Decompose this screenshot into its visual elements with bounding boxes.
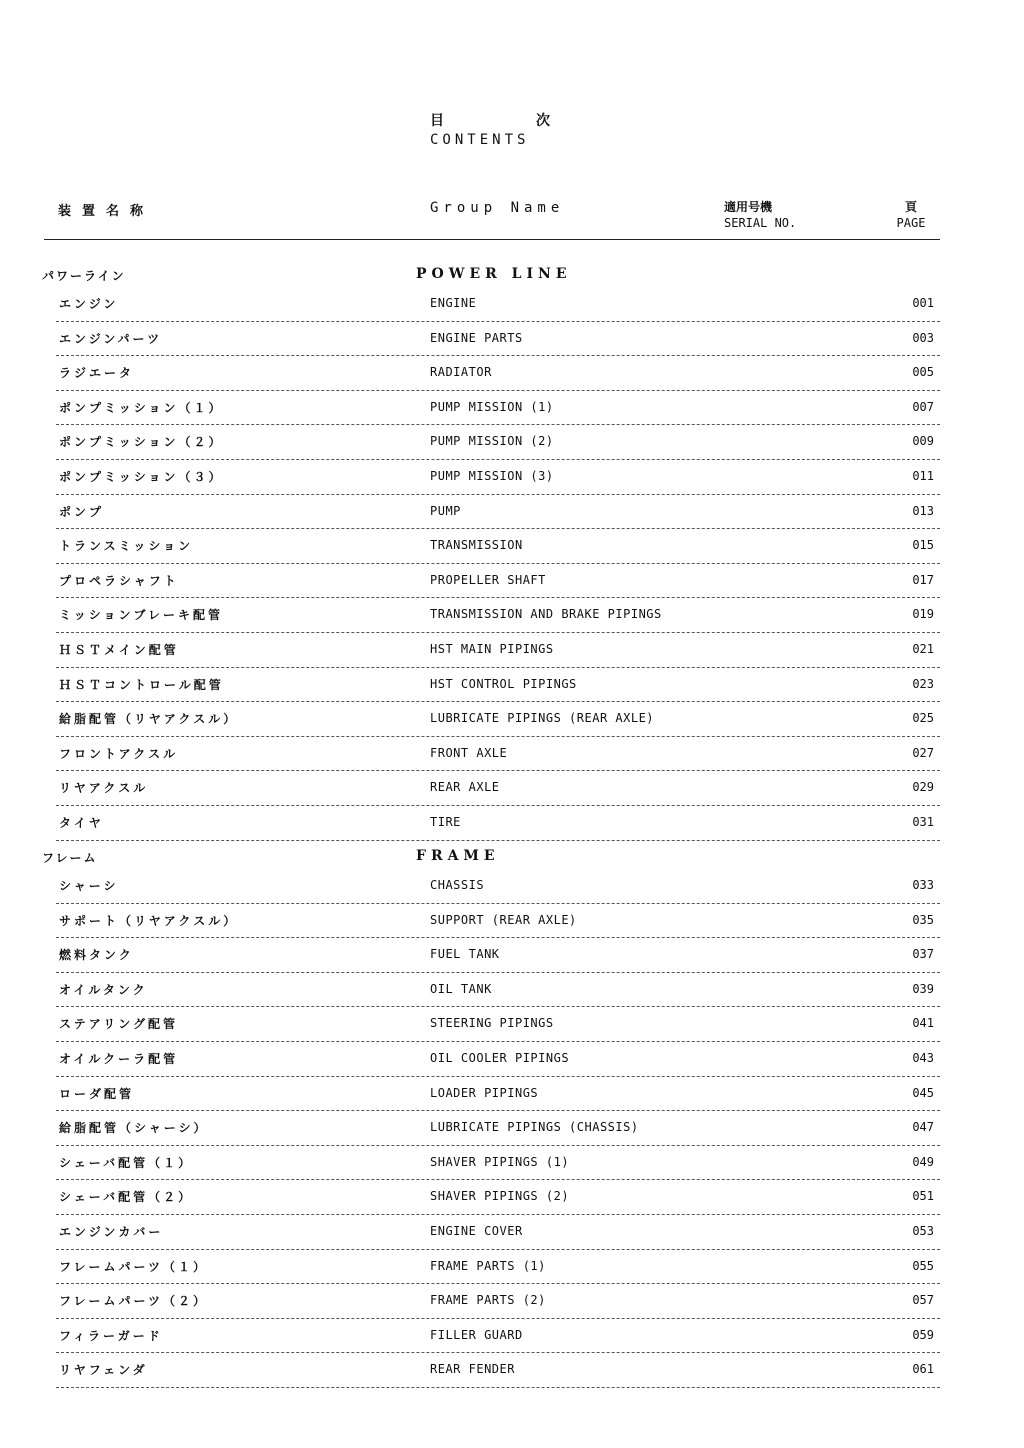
contents-row[interactable] <box>56 771 940 806</box>
item-page-number: 025 <box>912 711 934 726</box>
item-name-jp: トランスミッション <box>59 539 194 554</box>
item-group-name: OIL TANK <box>430 981 492 996</box>
header-page-en: PAGE <box>896 216 926 230</box>
header-group-name: Group Name <box>430 200 565 216</box>
item-page-number: 055 <box>912 1258 934 1273</box>
contents-row[interactable] <box>56 495 940 530</box>
header-serial <box>724 199 796 231</box>
item-name-jp: シェーバ配管（２） <box>59 1190 194 1205</box>
title-jp <box>430 110 550 130</box>
title-jp-right: 次 <box>536 113 550 129</box>
section-heading <box>0 843 1024 869</box>
contents-row[interactable] <box>56 633 940 668</box>
page-title: CONTENTS <box>430 132 530 148</box>
item-name-jp: オイルクーラ配管 <box>59 1051 179 1066</box>
item-group-name: TRANSMISSION <box>430 538 523 553</box>
contents-row[interactable] <box>56 356 940 391</box>
item-name-jp: ＨＳＴメイン配管 <box>59 642 179 657</box>
contents-row[interactable] <box>56 904 940 939</box>
item-name-jp: プロペラシャフト <box>59 573 179 588</box>
item-name-jp: タイヤ <box>59 815 104 830</box>
header-device-name: 装置名称 <box>58 204 155 219</box>
contents-row[interactable] <box>56 1215 940 1250</box>
item-page-number: 033 <box>912 878 934 892</box>
section-title-en: POWER LINE <box>416 266 572 282</box>
contents-row[interactable] <box>56 1319 940 1354</box>
item-page-number: 037 <box>912 947 934 962</box>
item-page-number: 003 <box>912 330 934 345</box>
section-title-en: FRAME <box>416 848 500 864</box>
item-name-jp: サポート（リヤアクスル） <box>59 913 239 928</box>
item-group-name: HST MAIN PIPINGS <box>430 641 554 656</box>
item-page-number: 021 <box>912 641 934 656</box>
item-group-name: FILLER GUARD <box>430 1327 523 1342</box>
item-group-name: PUMP MISSION (1) <box>430 399 554 414</box>
item-page-number: 059 <box>912 1327 934 1342</box>
item-name-jp: ステアリング配管 <box>59 1017 179 1032</box>
item-group-name: TRANSMISSION AND BRAKE PIPINGS <box>430 607 662 622</box>
contents-row[interactable] <box>56 1353 940 1388</box>
contents-row[interactable] <box>56 287 940 322</box>
item-group-name: ENGINE <box>430 296 477 310</box>
contents-row[interactable] <box>56 938 940 973</box>
item-name-jp: シェーバ配管（１） <box>59 1155 194 1170</box>
item-group-name: REAR AXLE <box>430 780 500 795</box>
item-name-jp: フレームパーツ（２） <box>59 1294 209 1309</box>
item-name-jp: ポンプミッション（１） <box>59 400 224 415</box>
item-group-name: FRAME PARTS (2) <box>430 1293 546 1308</box>
item-page-number: 051 <box>912 1189 934 1204</box>
item-group-name: LOADER PIPINGS <box>430 1085 539 1100</box>
contents-row[interactable] <box>56 737 940 772</box>
item-page-number: 057 <box>912 1293 934 1308</box>
item-group-name: LUBRICATE PIPINGS (REAR AXLE) <box>430 711 655 726</box>
item-page-number: 043 <box>912 1050 934 1065</box>
section-title-jp: パワーライン <box>42 269 126 283</box>
item-name-jp: 燃料タンク <box>59 948 134 963</box>
item-name-jp: ラジエータ <box>59 366 135 381</box>
item-group-name: LUBRICATE PIPINGS (CHASSIS) <box>430 1120 639 1135</box>
item-page-number: 047 <box>912 1120 934 1135</box>
item-page-number: 019 <box>912 607 934 622</box>
item-name-jp: ポンプ <box>59 504 105 519</box>
contents-row[interactable] <box>56 529 940 564</box>
item-name-jp: リヤアクスル <box>59 781 149 796</box>
item-name-jp: オイルタンク <box>59 982 148 997</box>
item-page-number: 035 <box>912 912 934 927</box>
item-name-jp: ポンプミッション（２） <box>59 435 224 450</box>
contents-row[interactable] <box>56 702 940 737</box>
item-page-number: 045 <box>912 1085 934 1100</box>
item-page-number: 005 <box>912 365 934 380</box>
contents-row[interactable] <box>56 460 940 495</box>
item-name-jp: 給脂配管（リヤアクスル） <box>59 712 239 727</box>
contents-row[interactable] <box>56 1111 940 1146</box>
item-page-number: 011 <box>912 468 934 483</box>
item-group-name: STEERING PIPINGS <box>430 1016 554 1031</box>
item-group-name: TIRE <box>430 814 461 829</box>
section-frame <box>0 843 1024 1388</box>
item-page-number: 053 <box>912 1223 934 1238</box>
header-page-jp: 頁 <box>904 200 917 214</box>
item-page-number: 027 <box>912 745 934 760</box>
contents-row[interactable] <box>56 564 940 599</box>
item-page-number: 041 <box>912 1016 934 1031</box>
item-group-name: ENGINE COVER <box>430 1223 523 1238</box>
item-name-jp: シャーシ <box>59 879 119 893</box>
title-jp-left: 目 <box>430 113 444 129</box>
item-name-jp: リヤフェンダ <box>59 1363 148 1378</box>
item-page-number: 013 <box>912 503 934 518</box>
contents-row[interactable] <box>56 1077 940 1112</box>
item-group-name: OIL COOLER PIPINGS <box>430 1050 570 1065</box>
item-name-jp: エンジンカバー <box>59 1224 164 1239</box>
contents-row[interactable] <box>56 1250 940 1285</box>
contents-row[interactable] <box>56 1284 940 1319</box>
contents-row[interactable] <box>56 425 940 460</box>
item-group-name: RADIATOR <box>430 365 492 380</box>
contents-row[interactable] <box>56 869 940 904</box>
item-page-number: 023 <box>912 676 934 691</box>
item-group-name: PROPELLER SHAFT <box>430 572 546 587</box>
item-name-jp: ポンプミッション（３） <box>59 469 224 484</box>
item-page-number: 001 <box>912 296 934 310</box>
header-serial-jp: 適用号機 <box>724 200 773 214</box>
item-page-number: 009 <box>912 434 934 449</box>
contents-row[interactable] <box>56 391 940 426</box>
item-name-jp: ＨＳＴコントロール配管 <box>59 677 224 692</box>
item-group-name: FRONT AXLE <box>430 745 508 760</box>
item-group-name: HST CONTROL PIPINGS <box>430 676 577 691</box>
item-group-name: FRAME PARTS (1) <box>430 1258 546 1273</box>
item-group-name: PUMP <box>430 503 461 518</box>
item-name-jp: フィラーガード <box>59 1328 163 1343</box>
contents-row[interactable] <box>56 1146 940 1181</box>
item-page-number: 031 <box>912 814 934 829</box>
header-divider <box>44 239 940 240</box>
item-group-name: SUPPORT (REAR AXLE) <box>430 912 577 927</box>
header-serial-en: SERIAL NO. <box>724 216 797 230</box>
item-group-name: PUMP MISSION (2) <box>430 434 554 449</box>
item-page-number: 061 <box>912 1362 934 1377</box>
item-name-jp: 給脂配管（シャーシ） <box>59 1121 209 1136</box>
item-group-name: SHAVER PIPINGS (2) <box>430 1189 570 1204</box>
item-page-number: 039 <box>912 981 934 996</box>
contents-row[interactable] <box>56 322 940 357</box>
contents-row[interactable] <box>56 806 940 841</box>
section-heading <box>0 261 1024 287</box>
item-name-jp: フロントアクスル <box>59 746 179 761</box>
section-title-jp: フレーム <box>42 851 98 865</box>
contents-row[interactable] <box>56 668 940 703</box>
item-page-number: 049 <box>912 1154 934 1169</box>
item-group-name: REAR FENDER <box>430 1362 515 1377</box>
item-group-name: ENGINE PARTS <box>430 330 523 345</box>
item-page-number: 017 <box>912 572 934 587</box>
header-page <box>894 199 928 231</box>
item-group-name: FUEL TANK <box>430 947 500 962</box>
item-page-number: 029 <box>912 780 934 795</box>
item-name-jp: フレームパーツ（１） <box>59 1259 209 1274</box>
item-page-number: 015 <box>912 538 934 553</box>
item-name-jp: ミッションブレーキ配管 <box>59 608 224 623</box>
contents-row[interactable] <box>56 598 940 633</box>
item-page-number: 007 <box>912 399 934 414</box>
contents-row[interactable] <box>56 1180 940 1215</box>
item-name-jp: エンジンパーツ <box>59 331 163 346</box>
item-group-name: PUMP MISSION (3) <box>430 468 554 483</box>
item-name-jp: エンジン <box>59 297 119 311</box>
section-power-line <box>0 261 1024 841</box>
contents-row[interactable] <box>56 973 940 1008</box>
item-name-jp: ローダ配管 <box>59 1086 135 1101</box>
contents-row[interactable] <box>56 1007 940 1042</box>
contents-row[interactable] <box>56 1042 940 1077</box>
item-group-name: CHASSIS <box>430 878 485 892</box>
item-group-name: SHAVER PIPINGS (1) <box>430 1154 570 1169</box>
